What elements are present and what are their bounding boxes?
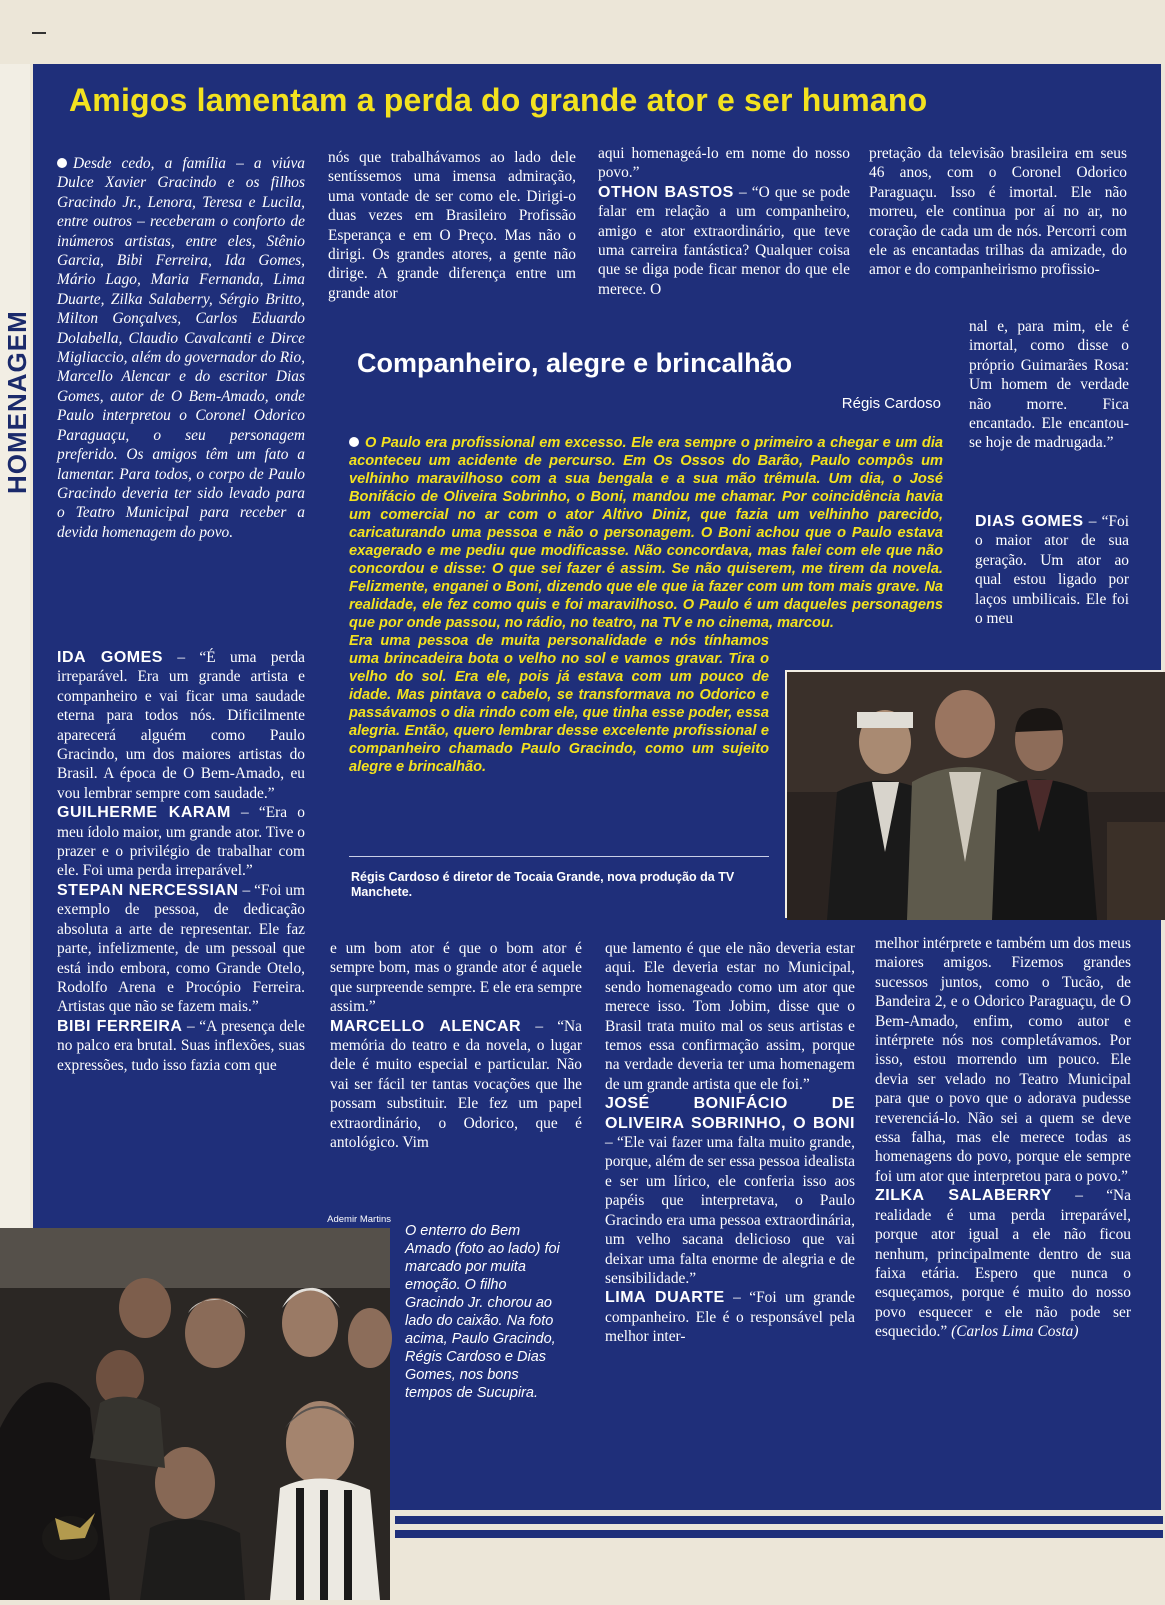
quote-text: – “Na memória do teatro e da novela, o lugar dele é muito especial e particular. Não vai ser fácil ter tantas vocações que lhe possam substituir. Ele fez um papel extraordinário, o Odorico, que é antológico. Vim [330,1017,582,1152]
signature: (Carlos Lima Costa) [951,1323,1079,1341]
column-bottom-4 [875,934,1131,1342]
column-text: melhor intérprete e também um dos meus maiores amigos. Fizemos grandes sucessos juntos, como o Tucão, de Bandeira 2, e o Odorico Paraguaçu, de O Bem-Amado, enfim, como autor e intérprete nós nos completávamos. Por isso, estou morrendo um pouco. Ele devia ser velado no Teatro Municipal para que o povo que o adorava pudesse reverenciá-lo. Não sei a quem se deve essa falha, mas ele merece todas as homenagens do povo, porque ele sempre foi um ator que interpretou para o povo.” [875,935,1131,1185]
intro-text: Desde cedo, a família – a viúva Dulce Xavier Gracindo e os filhos Gracindo Jr., Lenora, Teresa e Lucila, entre outros – receberam o conforto de inúmeros artistas, entre eles, Stênio Garcia, Bibi Ferreira, Ida Gomes, Mário Lago, Maria Fernanda, Lima Duarte, Zilka Salaberry, Sérgio Britto, Milton Gonçalves, Carlos Eduardo Dolabella, Claudio Cavalcanti e Dirce Migliaccio, além do governador do Rio, Marcello Alencar e do escritor Dias Gomes, autor de O Bem-Amado, onde Paulo interpretou o Coronel Odorico Paraguaçu, o seu personagem preferido. Os amigos têm um fato a lamentar. Para todos, o corpo de Paulo Gracindo deveria ter sido levado para o Teatro Municipal para receber a devida homenagem do povo. [57,155,305,541]
sidebar-credit: Régis Cardoso é diretor de Tocaia Grande, nova produção da TV Manchete. [351,870,735,899]
speaker-name: ZILKA SALABERRY [875,1187,1052,1205]
column-top-4-lower [975,512,1129,628]
quote-text: – “Ele vai fazer uma falta muito grande, porque, além de ser essa pessoa idealista e ser um lírico, ele conferia isso aos papéis que interpretava, o Paulo Gracindo era uma pessoa extraordinária, um velho sacana delicioso que vai deixar uma falta enorme de alegria e de sensibilidade.” [605,1134,856,1287]
quote-text: – “É uma perda irreparável. Era um grande artista e companheiro e vai ficar uma saudade eterna para todos nós. Dificilmente aparecerá alguém como Paulo Gracindo, um dos maiores artistas do Brasil. A época de O Bem-Amado, eu vou lembrar sempre com saudade.” [57,649,305,802]
column-text: nós que trabalhávamos ao lado dele sentíssemos uma imensa admiração, uma vontade de ser como ele. Dirigi-o duas vezes em Brasileiro Profissão Esperança e em O Preço. Mas não o dirigi. Os grandes atores, a gente não dirige. A grande diferença entre um grande ator [328,149,576,302]
column-text: aqui homenageá-lo em nome do nosso povo.” [598,145,850,182]
quote-text: – “O que se pode falar em relação a um companheiro, amigo e ator extraordinário, que teve uma carreira fantástica? Qualquer coisa que se diga pode ficar menor do que ele merece. O [598,183,850,298]
quote-text: – “Foi o maior ator de sua geração. Um ator ao qual estou ligado por laços umbilicais. Ele foi o meu [975,513,1130,628]
column-bottom-2 [330,939,582,1152]
quote-text: – “Foi um exemplo de pessoa, de dedicação absoluta a arte de representar. Ele faz parte, infelizmente, de um pessoal que está indo embora, como Grande Otelo, Rodolfo Arena e Procópio Ferreira. Artistas que não se fazem mais.” [57,881,305,1016]
photo-funeral-crowd [0,1228,390,1600]
column-top-4-narrow [969,317,1129,453]
speaker-name: JOSÉ BONIFÁCIO DE OLIVEIRA SOBRINHO, O BONI [605,1095,855,1132]
divider [349,856,769,857]
column-text: que lamento é que ele não deveria estar aqui. Ele deveria estar no Municipal, sendo homenageado como um ator que merece isso. Tom Jobim, disse que o Brasil trata muito mal os seus artistas e temos essa confirmação assim, porque na verdade deveria ter uma homenagem de um grande artista que ele foi.” [605,940,855,1093]
quote-text: – “Na realidade é uma perda irreparável, porque ator igual a ele não ficou nenhum, principalmente dentro de sua faixa etária. Espero que nunca o esqueçamos, porque é muito do nosso povo esquecer e ele não pode ser esquecido.” [875,1187,1131,1341]
sidebar-paragraph-2: Era uma pessoa de muita personalidade e nós tínhamos uma brincadeira bota o velho no sol e vamos gravar. Tira o velho do sol. Era ele, pois já estava com um pouco de idade. Mas pintava o cabelo, se transformava no Odorico e passávamos o dia rindo com ele, que tinha esse poder, essa alegria. Então, quero lembrar desse excelente profissional e companheiro chamado Paulo Gracindo, como um sujeito alegre e brincalhão. [349,633,769,775]
sidebar-paragraph-1: O Paulo era profissional em excesso. Ele era sempre o primeiro a chegar e um dia aconteceu um acidente de percurso. Em Os Ossos do Barão, Paulo compôs um velhinho maravilhoso com a sua bengala e a sua mão trêmula. Um dia, o José Bonifácio de Oliveira Sobrinho, o Boni, mandou me chamar. Por coincidência havia um comercial no ar com o ator Altivo Diniz, que fazia um velhinho parecido, caricaturando uma pessoa e não o personagem. O Boni achou que o Paulo estava exagerado e me pediu que modificasse. Não concordava, mas falei com ele que não concordou e disse: O que sei fazer é assim. Se não quiserem, me tirem da novela. Felizmente, enganei o Boni, dizendo que ele que ia fazer com um tom mais grave. Na realidade, ele fez como quis e foi maravilhoso. O Paulo é um daqueles personagens que por onde passou, no rádio, no teatro, na TV e no cinema, marcou. [349,435,943,631]
bullet-icon [349,437,359,447]
column-bottom-1 [57,648,305,1075]
speaker-name: BIBI FERREIRA [57,1017,183,1035]
photo-credit: Ademir Martins [327,1214,391,1225]
section-label: HOMENAGEM [2,310,32,494]
photo-three-men [785,670,1163,918]
corner-mark [32,32,46,34]
footer-stripe [395,1516,1163,1524]
quote-text: – “Foi um grande companheiro. Ele é o responsável pela melhor inter- [605,1289,856,1346]
photo-caption: O enterro do Bem Amado (foto ao lado) foi marcado por muita emoção. O filho Gracindo Jr. chorou ao lado do caixão. Na foto acima, Paulo Gracindo, Régis Cardoso e Dias Gomes, nos bons tempos de Sucupira. [405,1223,560,1401]
column-top-3 [598,144,850,299]
speaker-name: DIAS GOMES [975,513,1084,530]
quote-text: – “A presença dele no palco era brutal. Suas inflexões, suas expressões, tudo isso fazia com que [57,1017,305,1074]
column-text: pretação da televisão brasileira em seus 46 anos, com o Coronel Odorico Paraguaçu. Isso é imortal. Ele não morreu, ele continua por aí no ar, no coração de cada um de nós. Percorri com ele as encantadas trilhas da amizade, do amor e do companheirismo profissio- [869,145,1127,279]
photo-illustration [0,1228,390,1600]
byline: Régis Cardoso [841,395,941,412]
bullet-icon [57,158,67,168]
column-text: nal e, para mim, ele é imortal, como disse o próprio Guimarães Rosa: Um homem de verdade não morre. Fica encantado. Ele encantou-se hoje de madrugada.” [969,318,1129,452]
speaker-name: STEPAN NERCESSIAN [57,881,239,899]
section-tab [0,64,30,1254]
column-top-4 [869,144,1127,280]
column-top-2 [328,148,576,303]
column-text: e um bom ator é que o bom ator é sempre bom, mas o grande ator é aquele que surpreende sempre. E ele era sempre assim.” [330,940,582,1016]
speaker-name: GUILHERME KARAM [57,804,231,822]
column-bottom-3 [605,939,855,1347]
speaker-name: MARCELLO ALENCAR [330,1017,522,1035]
photo-illustration [787,672,1165,920]
column-top-1 [57,154,305,542]
footer-stripe [395,1530,1163,1538]
speaker-name: OTHON BASTOS [598,183,734,201]
quote-text: – “Era o meu ídolo maior, um grande ator. Tive o prazer e o privilégio de trabalhar com ele. Foi uma perda irreparável.” [57,804,305,880]
speaker-name: LIMA DUARTE [605,1289,725,1307]
headline: Amigos lamentam a perda do grande ator e ser humano [69,82,928,118]
speaker-name: IDA GOMES [57,649,163,666]
sidebar-title: Companheiro, alegre e brincalhão [357,348,793,378]
